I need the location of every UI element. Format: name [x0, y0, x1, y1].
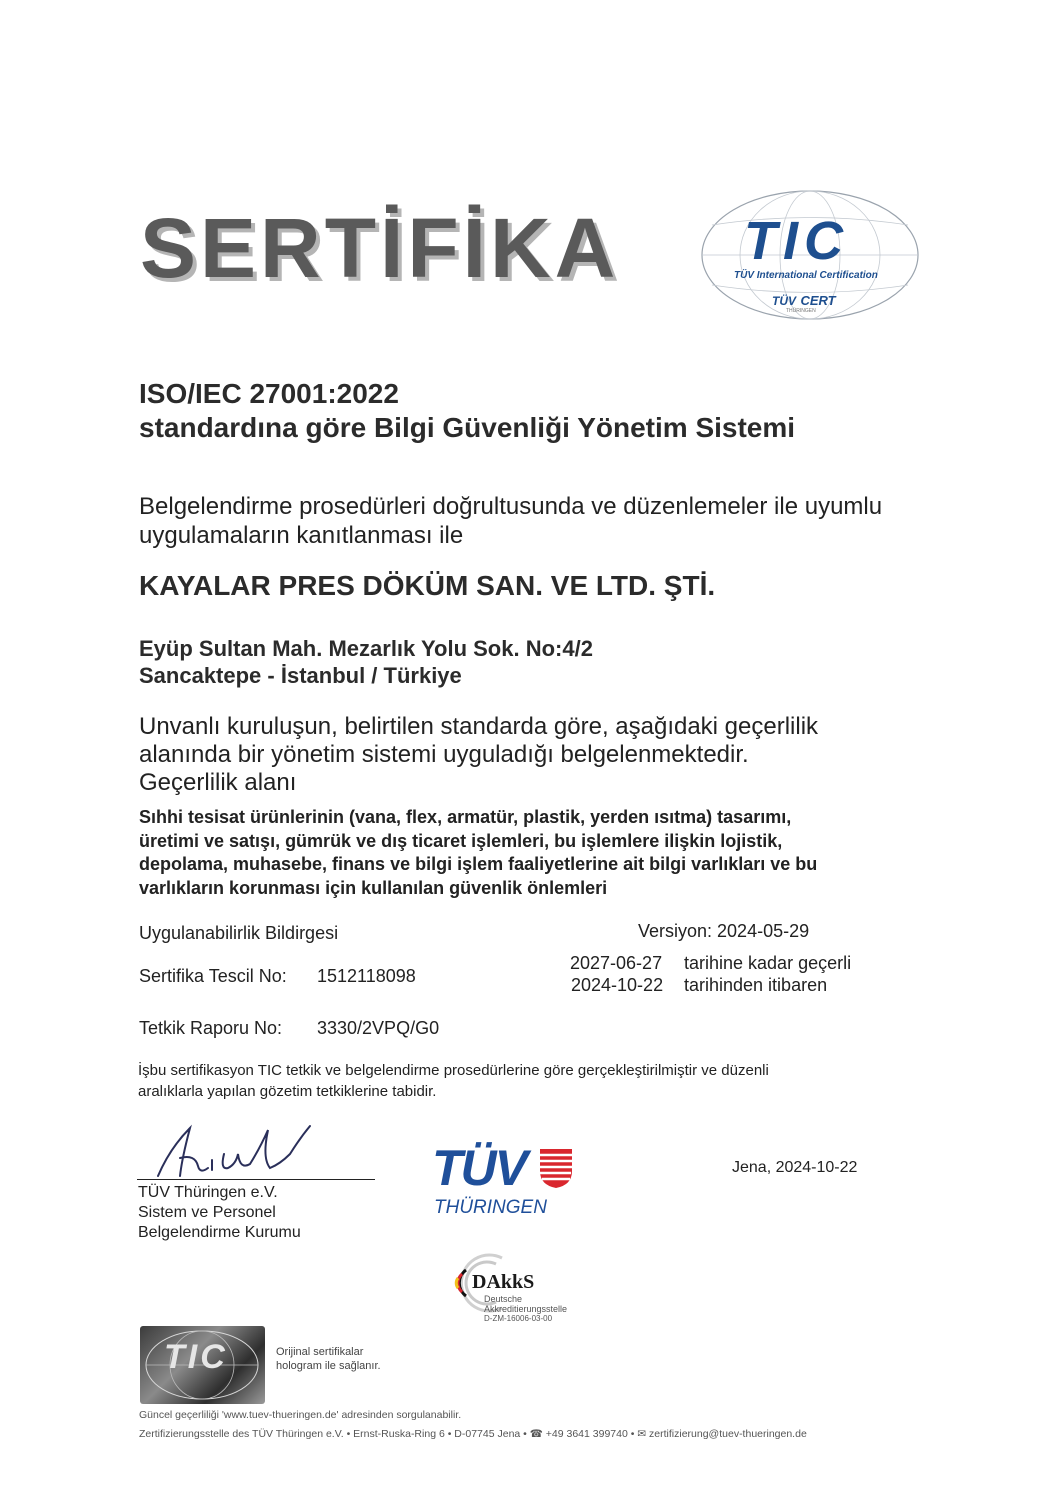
- audit-report-number: 3330/2VPQ/G0: [317, 1018, 440, 1038]
- tuv-brand: TÜV: [432, 1140, 526, 1196]
- signature-line: [137, 1179, 375, 1180]
- surveillance-note-2: aralıklarla yapılan gözetim tetkiklerine tabidir.: [138, 1083, 437, 1100]
- tic-letters: TIC: [744, 211, 849, 271]
- place-date: Jena, 2024-10-22: [732, 1159, 858, 1176]
- address-line-1: Eyüp Sultan Mah. Mezarlık Yolu Sok. No:4/2: [139, 636, 593, 661]
- signatory-line-1: TÜV Thüringen e.V.: [138, 1184, 278, 1201]
- footer-address: Zertifizierungsstelle des TÜV Thüringen e.V. • Ernst-Ruska-Ring 6 • D-07745 Jena • ☎ +49 3641 399740 • ✉ zertifizierung@tuev-thueringen.de: [139, 1428, 807, 1440]
- tuv-cert-prefix: TÜV: [772, 294, 796, 308]
- footer-validity: Güncel geçerliliği 'www.tuev-thueringen.de' adresinden sorgulanabilir.: [139, 1409, 462, 1421]
- dakks-logo: [452, 1252, 622, 1332]
- dakks-line-1: Deutsche: [484, 1294, 523, 1304]
- tic-logo: [700, 188, 920, 322]
- tic-small-text: THÜRINGEN: [786, 308, 816, 314]
- tuv-sub: THÜRINGEN: [434, 1197, 547, 1218]
- hologram-sticker: [140, 1326, 265, 1404]
- intro-line-2: uygulamaların kanıtlanması ile: [139, 522, 464, 549]
- valid-from-text: tarihinden itibaren: [684, 975, 828, 995]
- signatory-line-2: Sistem ve Personel: [138, 1204, 276, 1221]
- tic-subtitle: TÜV International Certification: [734, 270, 878, 281]
- standard-name: standardına göre Bilgi Güvenliği Yönetim Sistemi: [139, 412, 796, 443]
- surveillance-note-1: İşbu sertifikasyon TIC tetkik ve belgelendirme prosedürlerine göre gerçekleştirilmiştir ve düzenli: [138, 1062, 769, 1079]
- signature-image: [150, 1118, 320, 1184]
- address-line-2: Sancaktepe - İstanbul / Türkiye: [139, 663, 462, 688]
- registration-number: 1512118098: [317, 966, 416, 986]
- scope-line-4: varlıkların korunması için kullanılan güvenlik önlemleri: [139, 877, 608, 898]
- soa-label: Uygulanabilirlik Bildirgesi: [139, 923, 339, 943]
- hologram-note-1: Orijinal sertifikalar: [276, 1346, 364, 1358]
- hologram-note-2: hologram ile sağlanır.: [276, 1360, 381, 1372]
- soa-version: Versiyon: 2024-05-29: [638, 921, 810, 941]
- valid-until-text: tarihine kadar geçerli: [684, 953, 852, 973]
- intro-line-1: Belgelendirme prosedürleri doğrultusunda ve düzenlemeler ile uyumlu: [139, 493, 883, 520]
- valid-until-date: 2027-06-27: [570, 953, 663, 973]
- statement-line-2: alanında bir yönetim sistemi uyguladığı belgelenmektedir.: [139, 741, 749, 768]
- hologram-letters: TIC: [164, 1338, 228, 1376]
- tuv-cert-brand: CERT: [800, 293, 836, 308]
- statement-line-1: Unvanlı kuruluşun, belirtilen standarda göre, aşağıdaki geçerlilik: [139, 713, 819, 740]
- company-name: KAYALAR PRES DÖKÜM SAN. VE LTD. ŞTİ.: [139, 570, 716, 601]
- signatory-line-3: Belgelendirme Kurumu: [138, 1224, 301, 1241]
- scope-text: [139, 806, 899, 900]
- scope-heading: Geçerlilik alanı: [139, 769, 297, 796]
- scope-line-1: Sıhhi tesisat ürünlerinin (vana, flex, armatür, plastik, yerden ısıtma) tasarımı,: [139, 807, 792, 827]
- certificate-title: SERTİFİKA: [140, 201, 620, 295]
- valid-from-date: 2024-10-22: [571, 975, 664, 995]
- dakks-line-2: Akkreditierungsstelle: [484, 1304, 568, 1314]
- standard-code: ISO/IEC 27001:2022: [139, 378, 399, 409]
- scope-line-2: üretimi ve satışı, gümrük ve dış ticaret işlemleri, bu işlemlere ilişkin lojistik,: [139, 830, 783, 851]
- dakks-name: DAkkS: [472, 1271, 535, 1293]
- audit-report-label: Tetkik Raporu No:: [139, 1018, 283, 1038]
- registration-label: Sertifika Tescil No:: [139, 966, 287, 986]
- lion-shield-icon: [538, 1147, 574, 1189]
- tuv-thueringen-logo: [432, 1140, 582, 1223]
- dakks-line-3: D-ZM-16006-03-00: [484, 1314, 553, 1323]
- scope-line-3: depolama, muhasebe, finans ve bilgi işlem faaliyetlerine ait bilgi varlıkları ve bu: [139, 854, 818, 874]
